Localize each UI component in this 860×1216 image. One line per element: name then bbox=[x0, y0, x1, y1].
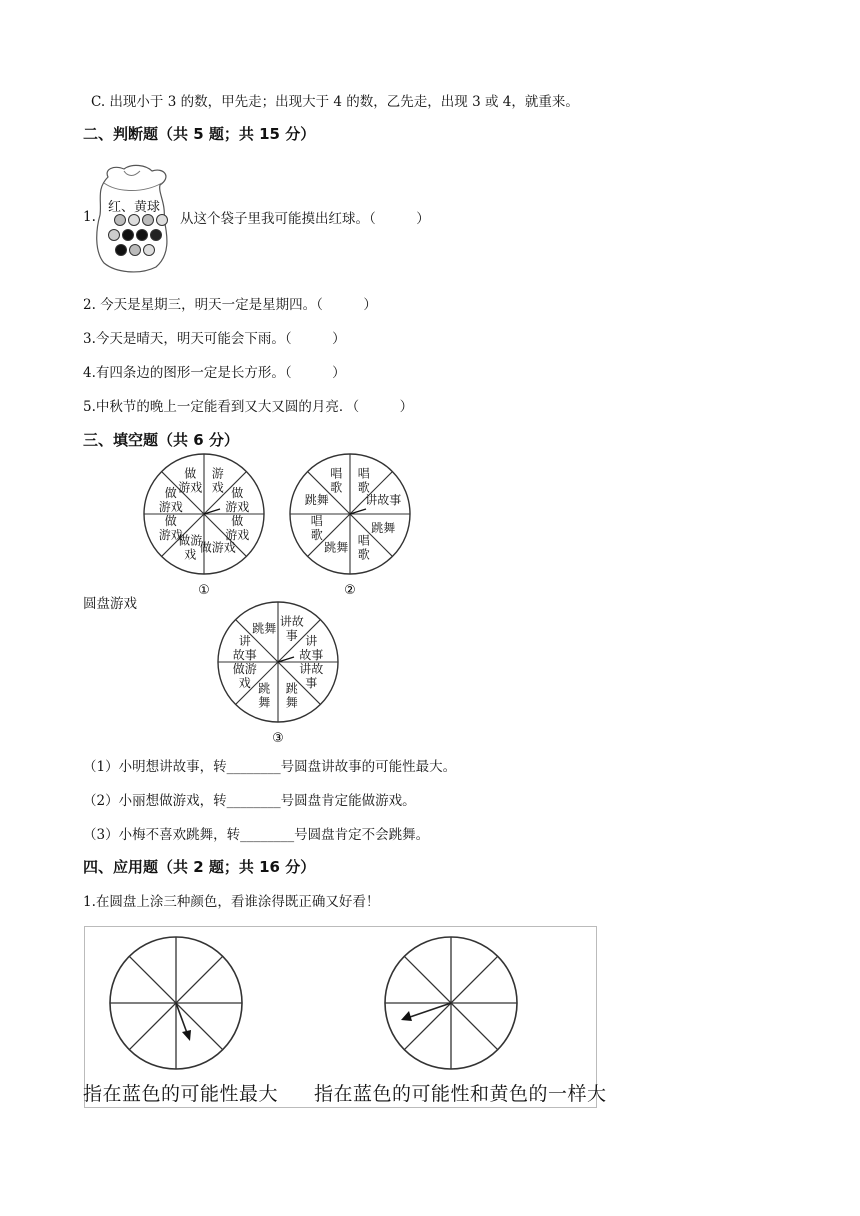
disc-sector-label: 做游戏 bbox=[225, 486, 250, 515]
disc-sector-label: 做游戏 bbox=[158, 486, 183, 515]
disc-sector-label: 做游戏 bbox=[178, 533, 203, 562]
bag-label: 红、黄球 bbox=[108, 200, 161, 215]
spinner-disc-3 bbox=[208, 596, 348, 746]
judge-q3: 3.今天是晴天，明天可能会下雨。（ ） bbox=[83, 331, 346, 347]
caption-right: 指在蓝色的可能性和黄色的一样大 bbox=[314, 1083, 607, 1105]
disc-sector-label: 做游戏 bbox=[178, 466, 203, 495]
fill-q3: （3）小梅不喜欢跳舞，转________号圆盘肯定不会跳舞。 bbox=[83, 827, 430, 843]
disc-sector-label: 跳舞 bbox=[285, 681, 298, 710]
disc-number: ③ bbox=[272, 731, 284, 746]
disc-sector-label: 讲故事 bbox=[365, 493, 402, 508]
blank-disc-right bbox=[376, 931, 526, 1081]
disc-sector-label: 跳舞 bbox=[324, 540, 349, 555]
disc-sector-label: 唱歌 bbox=[357, 533, 370, 562]
disc-sector-label: 讲故事 bbox=[299, 634, 324, 663]
disc-sector-label: 跳舞 bbox=[304, 493, 329, 508]
coloring-panel bbox=[83, 926, 607, 1108]
judge-q1: 从这个袋子里我可能摸出红球。（ ） bbox=[180, 211, 430, 227]
disc-game-caption: 圆盘游戏 bbox=[83, 596, 137, 612]
disc-sector-label: 做游戏 bbox=[225, 513, 250, 542]
disc-sector-label: 讲故事 bbox=[299, 661, 324, 690]
caption-left: 指在蓝色的可能性最大 bbox=[83, 1083, 279, 1105]
section3-heading: 三、填空题（共 6 分） bbox=[83, 431, 239, 449]
judge-q5: 5.中秋节的晚上一定能看到又大又圆的月亮．（ ） bbox=[83, 399, 414, 415]
disc-sector-label: 讲故事 bbox=[279, 614, 304, 643]
disc-sector-label: 跳舞 bbox=[258, 681, 271, 710]
disc-sector-label: 唱歌 bbox=[310, 513, 323, 542]
ball-bag-illustration bbox=[94, 163, 174, 275]
disc-number: ① bbox=[198, 583, 210, 598]
option-c: C. 出现小于 3 的数，甲先走；出现大于 4 的数，乙先走，出现 3 或 4，就重来。 bbox=[91, 94, 579, 110]
disc-sector-label: 游戏 bbox=[211, 466, 224, 495]
disc-number: ② bbox=[344, 583, 356, 598]
spinner-disc-1 bbox=[134, 448, 274, 598]
judge-q1-number: 1. bbox=[83, 209, 96, 225]
spinner-disc-2 bbox=[280, 448, 420, 598]
fill-q1: （1）小明想讲故事，转________号圆盘讲故事的可能性最大。 bbox=[83, 759, 457, 775]
blank-disc-left bbox=[101, 931, 251, 1081]
disc-sector-label: 做游戏 bbox=[232, 661, 257, 690]
judge-q2: 2. 今天是星期三，明天一定是星期四。（ ） bbox=[83, 297, 377, 313]
disc-sector-label: 跳舞 bbox=[252, 621, 277, 636]
section2-heading: 二、判断题（共 5 题；共 15 分） bbox=[83, 125, 316, 143]
disc-sector-label: 做游戏 bbox=[158, 513, 183, 542]
fill-q2: （2）小丽想做游戏，转________号圆盘肯定能做游戏。 bbox=[83, 793, 416, 809]
disc-sector-label: 唱歌 bbox=[357, 466, 370, 495]
disc-sector-label: 讲故事 bbox=[232, 634, 257, 663]
disc-sector-label: 做游戏 bbox=[199, 540, 236, 555]
section4-heading: 四、应用题（共 2 题；共 16 分） bbox=[83, 858, 316, 876]
apply-q1: 1.在圆盘上涂三种颜色，看谁涂得既正确又好看！ bbox=[83, 894, 380, 910]
disc-sector-label: 跳舞 bbox=[371, 520, 396, 535]
judge-q4: 4.有四条边的图形一定是长方形。（ ） bbox=[83, 365, 346, 381]
disc-sector-label: 唱歌 bbox=[330, 466, 343, 495]
